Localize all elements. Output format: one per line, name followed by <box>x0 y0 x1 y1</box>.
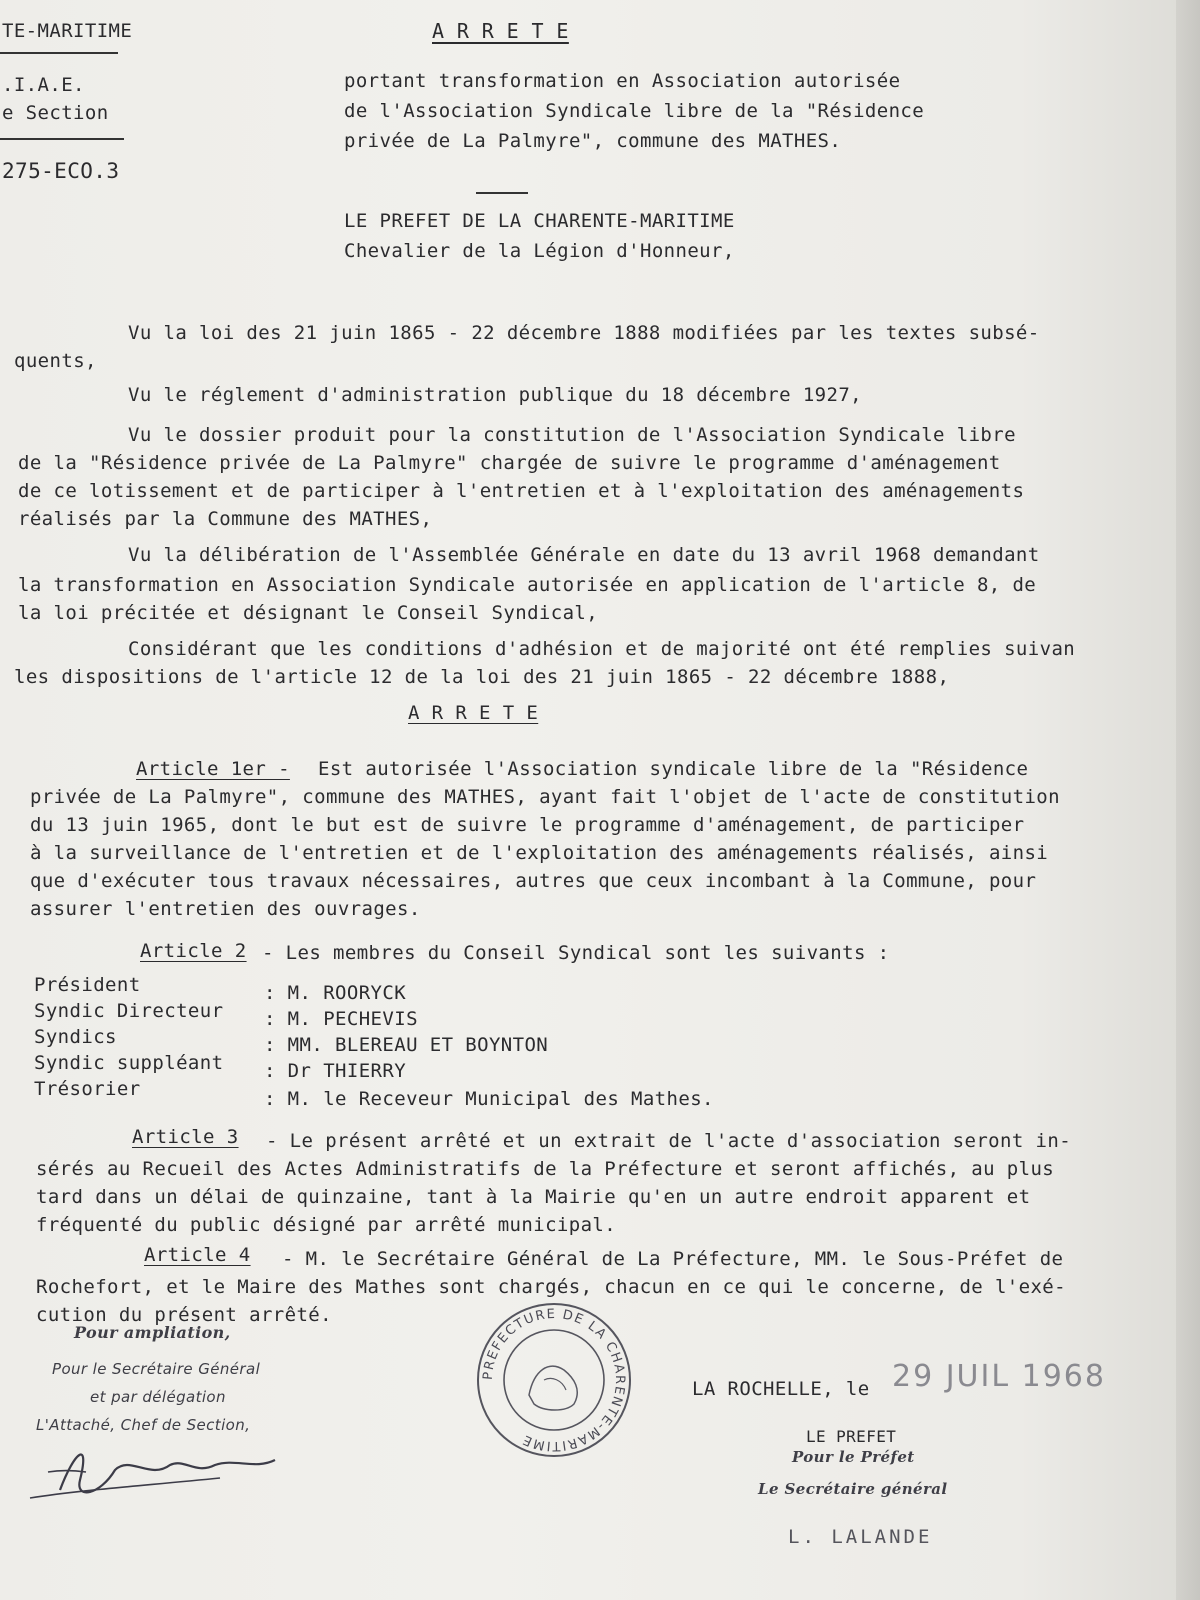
article-1-line: que d'exécuter tous travaux nécessaires, autres que ceux incombant à la Commune, pour <box>30 870 1037 892</box>
member-name: : MM. BLEREAU ET BOYNTON <box>264 1034 549 1056</box>
member-name: : M. PECHEVIS <box>264 1008 418 1030</box>
signature-pour: Pour le Préfet <box>792 1448 915 1466</box>
ampliation-line: Pour le Secrétaire Général <box>52 1360 261 1378</box>
svg-text:PREFECTURE DE LA CHARENTE-MARI: PREFECTURE DE LA CHARENTE-MARITIME <box>480 1306 628 1454</box>
article-1-label: Article 1er - <box>136 758 290 780</box>
page-edge <box>1176 0 1200 1600</box>
article-4-line: cution du présent arrêté. <box>36 1304 332 1326</box>
visa-line: quents, <box>14 350 97 372</box>
article-1-line: à la surveillance de l'entretien et de l'exploitation des aménagements réalisés, ainsi <box>30 842 1049 864</box>
ampliation-line: et par délégation <box>90 1388 226 1406</box>
signature-place: LA ROCHELLE, le <box>692 1378 870 1400</box>
member-name: : M. ROORYCK <box>264 982 407 1004</box>
arrete-heading: A R R E T E <box>408 702 539 724</box>
article-3-line: - Le présent arrêté et un extrait de l'acte d'association seront in- <box>266 1130 1072 1152</box>
article-1-line: privée de La Palmyre", commune des MATHES, ayant fait l'objet de l'acte de constitution <box>30 786 1060 808</box>
header-rule-1 <box>0 52 118 54</box>
objet-line: portant transformation en Association autorisée <box>344 70 901 92</box>
signature-date-stamp: 29 JUIL 1968 <box>892 1359 1106 1394</box>
header-section: e Section <box>2 102 109 124</box>
article-1-line: assurer l'entretien des ouvrages. <box>30 898 421 920</box>
header-dept: TE-MARITIME <box>2 20 133 42</box>
article-3-line: tard dans un délai de quinzaine, tant à la Mairie qu'en un autre endroit apparent et <box>36 1186 1031 1208</box>
article-4-line: - M. le Secrétaire Général de La Préfecture, MM. le Sous-Préfet de <box>282 1248 1064 1270</box>
member-name: : Dr THIERRY <box>264 1060 407 1082</box>
objet-line: privée de La Palmyre", commune des MATHES. <box>344 130 842 152</box>
prefecture-seal <box>474 1300 634 1460</box>
article-1-line: du 13 juin 1965, dont le but est de suivre le programme d'aménagement, de participer <box>30 814 1025 836</box>
visa-line: Considérant que les conditions d'adhésion et de majorité ont été remplies suivan <box>128 638 1076 660</box>
article-4-line: Rochefort, et le Maire des Mathes sont chargés, chacun en ce qui le concerne, de l'exé- <box>36 1276 1066 1298</box>
article-4-label: Article 4 <box>144 1244 251 1266</box>
member-role: Président <box>34 974 141 996</box>
prefet-honour: Chevalier de la Légion d'Honneur, <box>344 240 735 262</box>
article-3-label: Article 3 <box>132 1126 239 1148</box>
signature-secretary: Le Secrétaire général <box>758 1480 948 1498</box>
member-role: Syndics <box>34 1026 117 1048</box>
visa-line: Vu le dossier produit pour la constitution de l'Association Syndicale libre <box>128 424 1016 446</box>
visa-line: les dispositions de l'article 12 de la loi des 21 juin 1865 - 22 décembre 1888, <box>14 666 950 688</box>
visa-line: de ce lotissement et de participer à l'entretien et à l'exploitation des aménagements <box>18 480 1025 502</box>
objet-separator <box>476 192 528 194</box>
article-3-line: fréquenté du public désigné par arrêté municipal. <box>36 1214 617 1236</box>
article-1-line: Est autorisée l'Association syndicale libre de la "Résidence <box>318 758 1029 780</box>
visa-line: réalisés par la Commune des MATHES, <box>18 508 433 530</box>
visa-line: de la "Résidence privée de La Palmyre" chargée de suivre le programme d'aménagement <box>18 452 1001 474</box>
article-3-line: sérés au Recueil des Actes Administratifs de la Préfecture et seront affichés, au plus <box>36 1158 1055 1180</box>
visa-line: la loi précitée et désignant le Conseil Syndical, <box>18 602 599 624</box>
header-service: .I.A.E. <box>2 74 85 96</box>
member-role: Syndic suppléant <box>34 1052 224 1074</box>
ampliation-line: L'Attaché, Chef de Section, <box>36 1416 251 1434</box>
signature-prefet: LE PREFET <box>806 1427 897 1446</box>
article-2-intro: - Les membres du Conseil Syndical sont les suivants : <box>262 942 890 964</box>
visa-line: la transformation en Association Syndicale autorisée en application de l'article 8, de <box>18 574 1037 596</box>
member-role: Trésorier <box>34 1078 141 1100</box>
header-ref: 275-ECO.3 <box>2 159 120 183</box>
visa-line: Vu la délibération de l'Assemblée Générale en date du 13 avril 1968 demandant <box>128 544 1040 566</box>
visa-line: Vu le réglement d'administration publique du 18 décembre 1927, <box>128 384 863 406</box>
document-title: A R R E T E <box>432 19 569 43</box>
visa-line: Vu la loi des 21 juin 1865 - 22 décembre 1888 modifiées par les textes subsé- <box>128 322 1040 344</box>
objet-line: de l'Association Syndicale libre de la "Résidence <box>344 100 925 122</box>
signature-name: L. LALANDE <box>788 1526 933 1548</box>
header-rule-2 <box>0 138 124 140</box>
ampliation-title: Pour ampliation, <box>74 1323 231 1342</box>
handwritten-signature <box>20 1420 290 1510</box>
prefet-title: LE PREFET DE LA CHARENTE-MARITIME <box>344 210 735 232</box>
member-name: : M. le Receveur Municipal des Mathes. <box>264 1088 714 1110</box>
member-role: Syndic Directeur <box>34 1000 224 1022</box>
article-2-label: Article 2 <box>140 940 247 962</box>
